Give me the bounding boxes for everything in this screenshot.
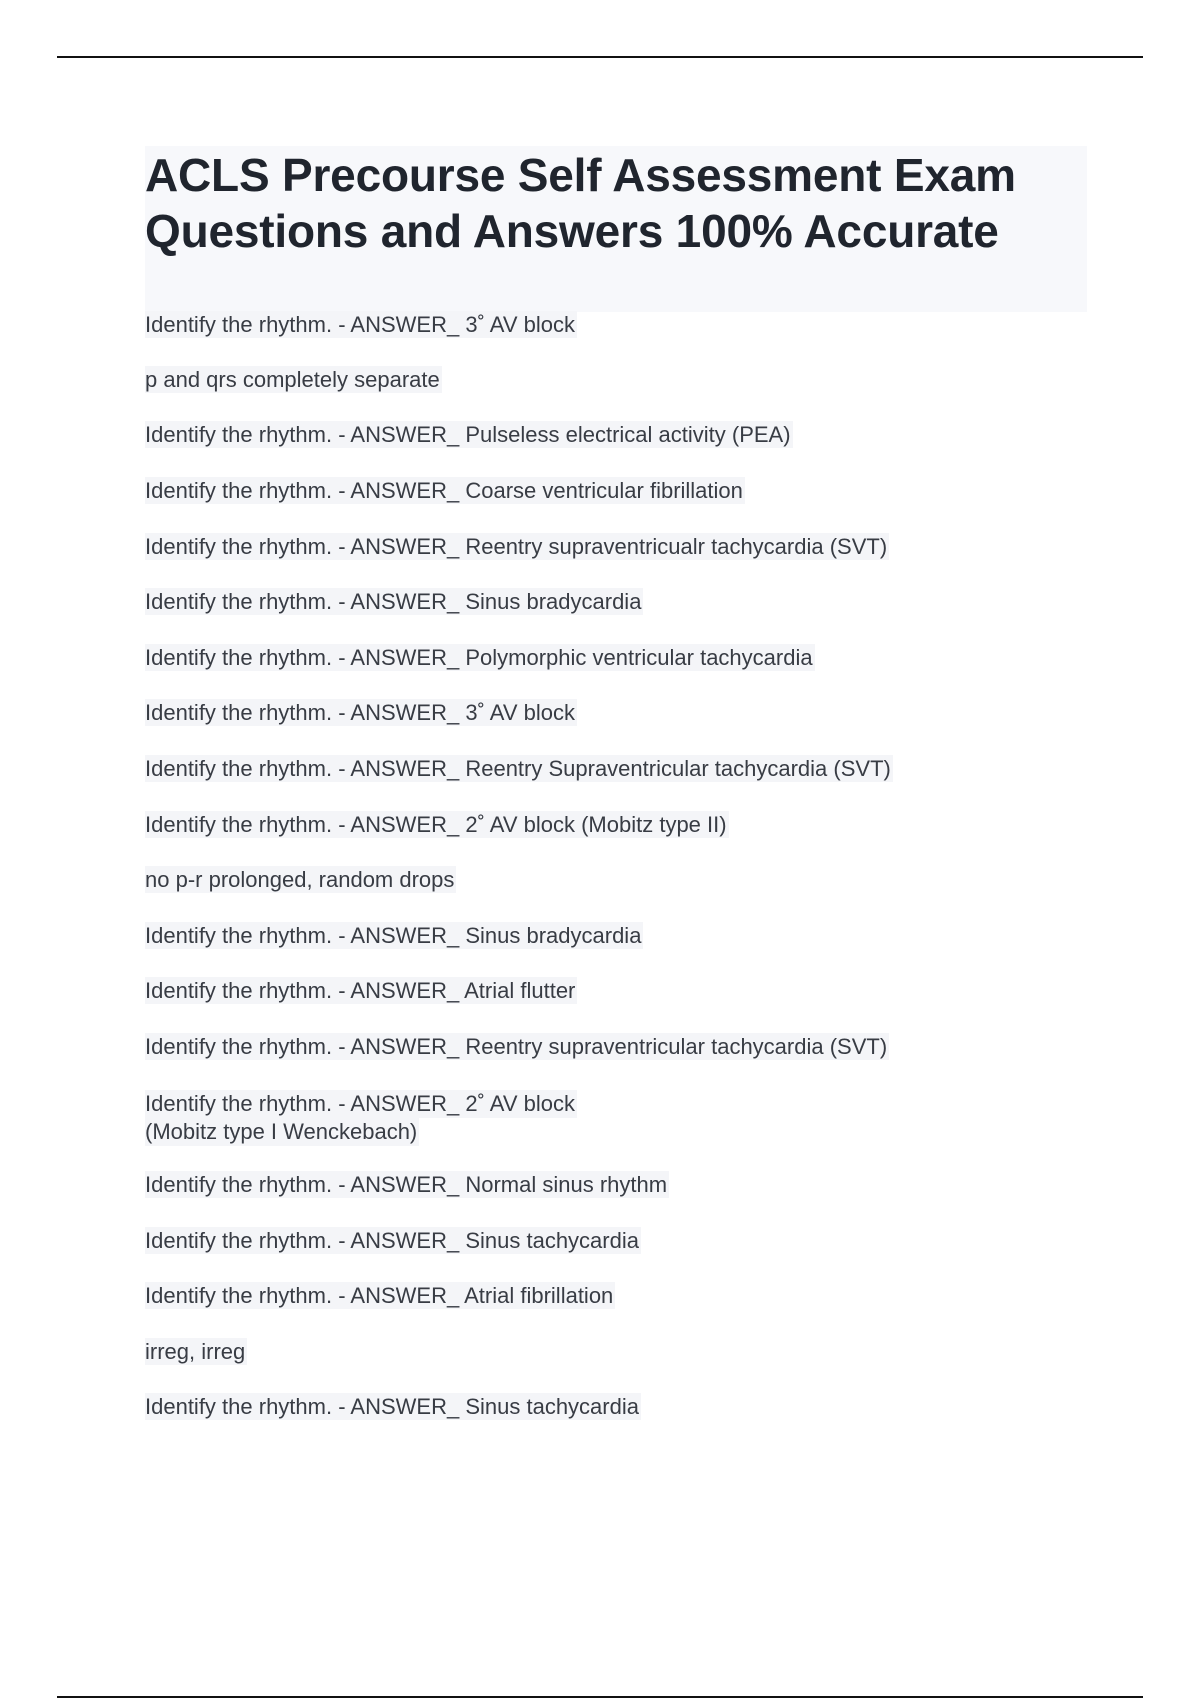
qa-entry: Identify the rhythm. - ANSWER_ Sinus tachycardia bbox=[145, 1228, 639, 1253]
qa-entry: Identify the rhythm. - ANSWER_ Polymorphic ventricular tachycardia bbox=[145, 645, 813, 670]
qa-entry: Identify the rhythm. - ANSWER_ 2˚ AV block (Mobitz type II) bbox=[145, 812, 727, 837]
footer-rule bbox=[57, 1696, 1143, 1698]
qa-entry: Identify the rhythm. - ANSWER_ Sinus bradycardia bbox=[145, 589, 642, 614]
qa-entry: Identify the rhythm. - ANSWER_ Atrial fibrillation bbox=[145, 1283, 614, 1308]
qa-entry: Identify the rhythm. - ANSWER_ Reentry supraventricular tachycardia (SVT) bbox=[145, 1034, 888, 1059]
qa-entry: Identify the rhythm. - ANSWER_ Atrial flutter bbox=[145, 978, 576, 1003]
qa-entry: Identify the rhythm. - ANSWER_ Sinus tachycardia bbox=[145, 1394, 639, 1419]
qa-entry: irreg, irreg bbox=[145, 1339, 246, 1364]
qa-entry: p and qrs completely separate bbox=[145, 367, 440, 392]
qa-entry: Identify the rhythm. - ANSWER_ Reentry supraventricualr tachycardia (SVT) bbox=[145, 534, 888, 559]
title-line-1: ACLS Precourse Self Assessment Exam bbox=[145, 149, 1016, 201]
qa-entry: Identify the rhythm. - ANSWER_ Pulseless electrical activity (PEA) bbox=[145, 422, 791, 447]
title-block bbox=[145, 146, 1087, 312]
document-title bbox=[145, 146, 1087, 259]
qa-entry: Identify the rhythm. - ANSWER_ 2˚ AV block (Mobitz type I Wenckebach) bbox=[145, 1091, 575, 1144]
title-line-2: Questions and Answers 100% Accurate bbox=[145, 205, 999, 257]
qa-entry: Identify the rhythm. - ANSWER_ Sinus bradycardia bbox=[145, 923, 642, 948]
qa-entry: Identify the rhythm. - ANSWER_ Normal sinus rhythm bbox=[145, 1172, 668, 1197]
qa-entry: no p-r prolonged, random drops bbox=[145, 867, 455, 892]
qa-entry: Identify the rhythm. - ANSWER_ 3˚ AV block bbox=[145, 312, 575, 337]
qa-entry: Identify the rhythm. - ANSWER_ 3˚ AV block bbox=[145, 700, 575, 725]
qa-entry: Identify the rhythm. - ANSWER_ Reentry Supraventricular tachycardia (SVT) bbox=[145, 756, 891, 781]
header-rule bbox=[57, 56, 1143, 58]
qa-entry: Identify the rhythm. - ANSWER_ Coarse ventricular fibrillation bbox=[145, 478, 743, 503]
